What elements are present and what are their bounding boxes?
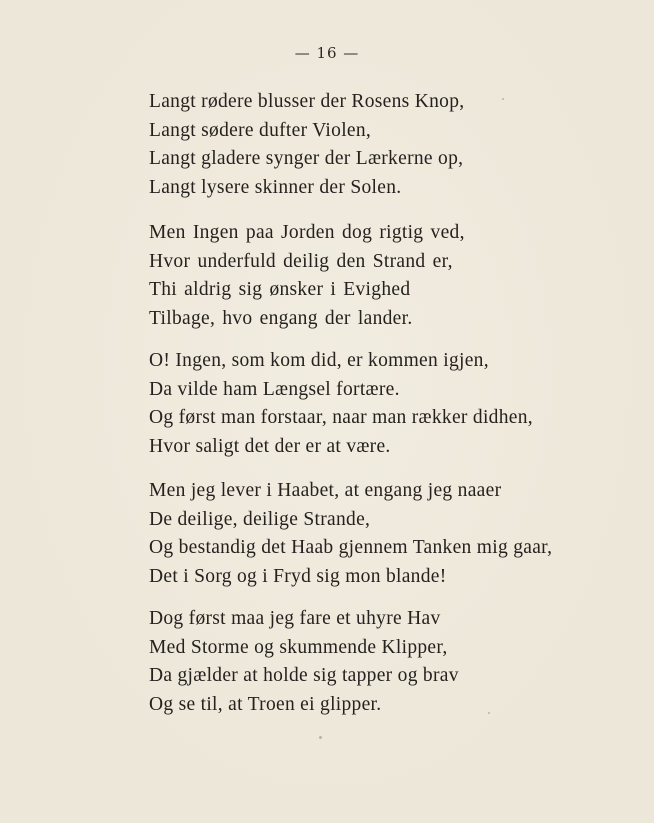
verse-line: Med Storme og skummende Klipper, bbox=[149, 636, 448, 658]
verse-line: Men jeg lever i Haabet, at engang jeg naaer bbox=[149, 480, 502, 501]
verse-line: Da vilde ham Længsel fortære. bbox=[149, 378, 400, 400]
stanza-1 bbox=[149, 88, 464, 202]
verse-line: Og bestandig det Haab gjennem Tanken mig gaar, bbox=[149, 537, 553, 558]
verse-line: Hvor saligt det der er at være. bbox=[149, 435, 391, 457]
page-number: — 16 — bbox=[294, 44, 360, 62]
verse-line: Og se til, at Troen ei glipper. bbox=[149, 693, 382, 715]
paper-speck bbox=[319, 736, 322, 739]
verse-line: Langt rødere blusser der Rosens Knop, bbox=[149, 91, 465, 112]
stanza-2 bbox=[149, 219, 465, 333]
paper-speck bbox=[488, 712, 490, 714]
verse-line: Langt lysere skinner der Solen. bbox=[149, 176, 402, 198]
verse-line: Og først man forstaar, naar man rækker didhen, bbox=[149, 407, 533, 428]
verse-line: Dog først maa jeg fare et uhyre Hav bbox=[149, 608, 441, 629]
verse-line: Men Ingen paa Jorden dog rigtig ved, bbox=[149, 222, 465, 243]
verse-line: Hvor underfuld deilig den Strand er, bbox=[149, 250, 453, 272]
stanza-5 bbox=[149, 605, 459, 719]
paper-speck bbox=[502, 98, 504, 100]
stanza-4 bbox=[149, 477, 552, 591]
verse-line: Det i Sorg og i Fryd sig mon blande! bbox=[149, 565, 447, 587]
verse-line: O! Ingen, som kom did, er kommen igjen, bbox=[149, 350, 489, 371]
verse-line: Langt sødere dufter Violen, bbox=[149, 119, 372, 141]
verse-line: Langt gladere synger der Lærkerne op, bbox=[149, 148, 464, 169]
verse-line: Tilbage, hvo engang der lander. bbox=[149, 307, 413, 329]
verse-line: Da gjælder at holde sig tapper og brav bbox=[149, 665, 459, 686]
verse-line: Thi aldrig sig ønsker i Evighed bbox=[149, 279, 411, 300]
stanza-3 bbox=[149, 347, 533, 461]
verse-line: De deilige, deilige Strande, bbox=[149, 508, 371, 530]
